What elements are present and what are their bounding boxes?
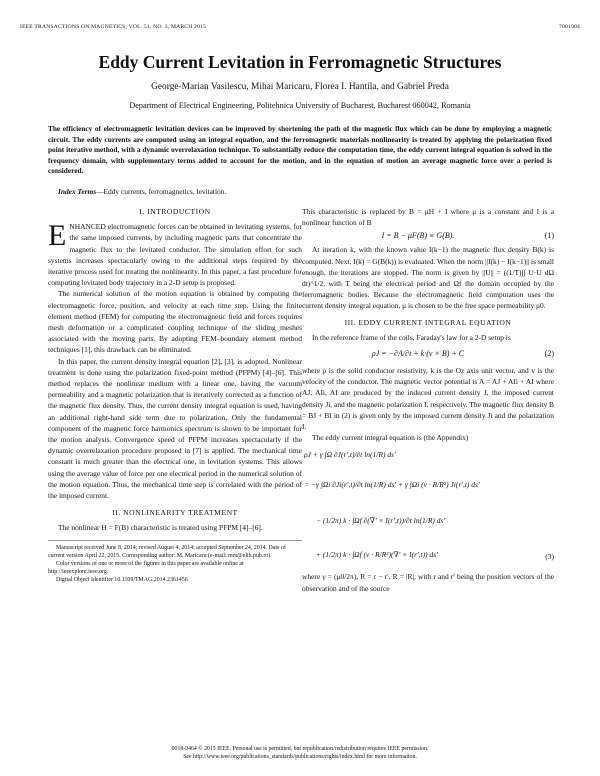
right-column <box>302 206 554 594</box>
section-introduction-heading: I. INTRODUCTION <box>139 207 211 216</box>
equation-2 <box>302 343 554 365</box>
equation-3-line-2: = −γ ∫Ωi ∂Ji(r′,t)/∂t ln(1/R) ds′ + γ ∫Ωi (v · R/R²) Ji(r′,t) ds′ <box>304 480 480 490</box>
equation-3-line-3: − (1/2π) k · ∫Ωf ∂(∇′ × I(r′,t))/∂t ln(1/R) ds′ <box>316 516 446 526</box>
affiliation: Department of Electrical Engineering, Politehnica University of Bucharest, Bucharest 060042, Romania <box>129 101 471 110</box>
equation-1-body: I = B − μF(B) ≡ G(B). <box>381 231 455 241</box>
running-header <box>20 24 580 34</box>
left-column <box>48 206 302 584</box>
article-id: 7001904 <box>559 24 580 30</box>
footer-line-2: See http://www.ieee.org/publications_standards/publications/rights/index.html for more information. <box>183 754 417 760</box>
equation-2-number: (2) <box>544 349 554 359</box>
index-terms-label: Index Terms <box>58 187 97 196</box>
equation-1 <box>302 228 554 244</box>
eddy-paragraph-4: where γ = (μ0/2π), R = r − r′, R = |R|, with r and r′ being the position vectors of the observation and of the source <box>302 572 554 593</box>
equation-3-line-1: ρJ + γ ∫Ω ∂J(r′,t)/∂t ln(1/R) ds′ <box>304 450 396 460</box>
eddy-paragraph-2: where ρ is the solid conductor resistivity, k is the Oz axis unit vector, and v is the velocity of the conductor. The magnetic vector potential is A = AJ + AIi + AI where AJ, AIi, AI are produced by the induced current density J, the imposed current density Ji, and the magnetic polarization I, respectively. The magnetic flux density B = BJ + BI in (2) is given only by the imposed current density Ji and the polarization I. <box>302 366 554 432</box>
index-terms <box>58 187 226 196</box>
nonlinearity-paragraph: The nonlinear H = F(B) characteristic is treated using PFPM [4]–[6]. <box>58 523 263 533</box>
equation-1-number: (1) <box>544 231 554 241</box>
index-terms-text: —Eddy currents, ferromagnetics, levitation. <box>96 187 227 196</box>
right-paragraph-2: At iteration k, with the known value I(k−1) the magnetic flux density B(k) is computed. Next, I(k) = G(B(k)) is evaluated. When the norm ||I(k) − I(k−1)|| is small enough, the iterations are stopped. The norm is given by ||U|| = ((1/T)∫∫ U·U dΩ dt)^1/2, with T being the electrical period and Ωf the domain occupied by the ferromagnetic bodies. Because the electromagnetic field computation uses the current density integral equation, μ is chosen to be the free space permeability μ0. <box>302 245 554 311</box>
intro-paragraph-2: The numerical solution of the motion equation is obtained by computing the electromagnetic force, position, and velocity at each time step. Using the finite element method (FEM) for computing the electromagnetic field and forces requires mesh deformation or a complicated coupling technique of the sliding meshes associated with the moving parts. By adopting FEM–boundary element method techniques [1], this drawback can be eliminated. <box>48 289 302 355</box>
intro-paragraph-3: In this paper, the current density integral equation [2], [3], is adopted. Nonlinear treatment is done using the polarization fixed-point method (PFPM) [4]–[6]. This method replaces the nonlinear medium with a linear one, having the vacuum permeability and a magnetic polarization that is iteratively corrected as a function of the magnetic flux density. Thus, the current density integral equation is used, having an additional right-hand side term due to polarization. Only the fundamental component of the magnetic force harmonics spectrum is shown to be important for the motion analysis. Convergence speed of PFPM increases spectacularly if the dynamic overrelaxation procedure proposed in [7] is applied. The mechanical time constant is much greater than the electrical one, in levitation systems. This allows using the average value of force per one electrical period in the numerical solution of the motion equation. Thus, the mechanical time step is correlated with the period of the imposed current. <box>48 356 302 501</box>
footnote-received: Manuscript received June 8, 2014; revised August 4, 2014; accepted September 24, 2014. Date of current version April 22, 2015. Corresponding author: M. Maricaru (e-mail: mm@elth.pub.ro). <box>48 544 287 559</box>
footnote-doi: Digital Object Identifier 10.1109/TMAG.2014.2361456 <box>56 576 188 583</box>
equation-3 <box>302 443 554 571</box>
intro-paragraph-1-text: NHANCED electromagnetic forces can be obtained in levitating systems, for the same imposed currents, by including magnetic parts that concentrate the magnetic flux to the levitated conductor. The simulation effort for such systems increases spectacularly owing to the additional steps required by the iterative process used for treating the nonlinearity. In this paper, a fast procedure for computing levitated body trajectory in a 2-D setup is proposed. <box>48 222 302 288</box>
footnote-color: Color versions of one or more of the figures in this paper are available online at http://ieeexplore.ieee.org. <box>48 560 244 575</box>
equation-3-number: (3) <box>545 552 554 562</box>
intro-paragraph-1 <box>48 221 302 288</box>
copyright-footer <box>0 745 600 761</box>
eddy-paragraph-3: The eddy current integral equation is (the Appendix) <box>312 433 469 443</box>
authors: George-Marian Vasilescu, Mihai Maricaru, Florea I. Hantila, and Gabriel Preda <box>151 82 449 92</box>
right-paragraph-1: This characteristic is replaced by B = μH + I where μ is a constant and I is a nonlinear function of B <box>302 207 554 228</box>
eddy-paragraph-1: In the reference frame of the coils, Faraday's law for a 2-D setup is <box>312 332 511 342</box>
equation-3-line-4: + (1/2π) k · ∫Ωf (v · R/R²)(∇′ × I(r′,t)) ds′ <box>316 550 438 560</box>
journal-name: IEEE TRANSACTIONS ON MAGNETICS, VOL. 51, NO. 3, MARCH 2015 <box>20 24 207 30</box>
section-eddy-heading: III. EDDY CURRENT INTEGRAL EQUATION <box>344 317 512 327</box>
abstract: The efficiency of electromagnetic levitation devices can be improved by shortening the path of the magnetic flux which can be done by employing a magnetic circuit. The eddy currents are computed using an integral equation, and the ferromagnetic materials nonlinearity is treated by applying the polarization fixed point iterative method, with a dynamic overrelaxation technique. To substantially reduce the computation time, the eddy current integral equation is solved in the frequency domain, with supplementary terms added to account for the motion, and in the equation of motion an average magnetic force over a period is considered. <box>48 124 552 176</box>
equation-2-body: ρJ = −∂A/∂t + k·(v × B) + C <box>371 349 465 359</box>
section-nonlinearity-heading: II. NONLINEARITY TREATMENT <box>112 508 238 518</box>
drop-cap: E <box>48 219 67 253</box>
footnotes <box>48 540 302 584</box>
paper-title: Eddy Current Levitation in Ferromagnetic Structures <box>98 52 502 72</box>
footer-line-1: 0018-9464 © 2015 IEEE. Personal use is permitted, but republication/redistribution requires IEEE permission. <box>171 746 429 752</box>
